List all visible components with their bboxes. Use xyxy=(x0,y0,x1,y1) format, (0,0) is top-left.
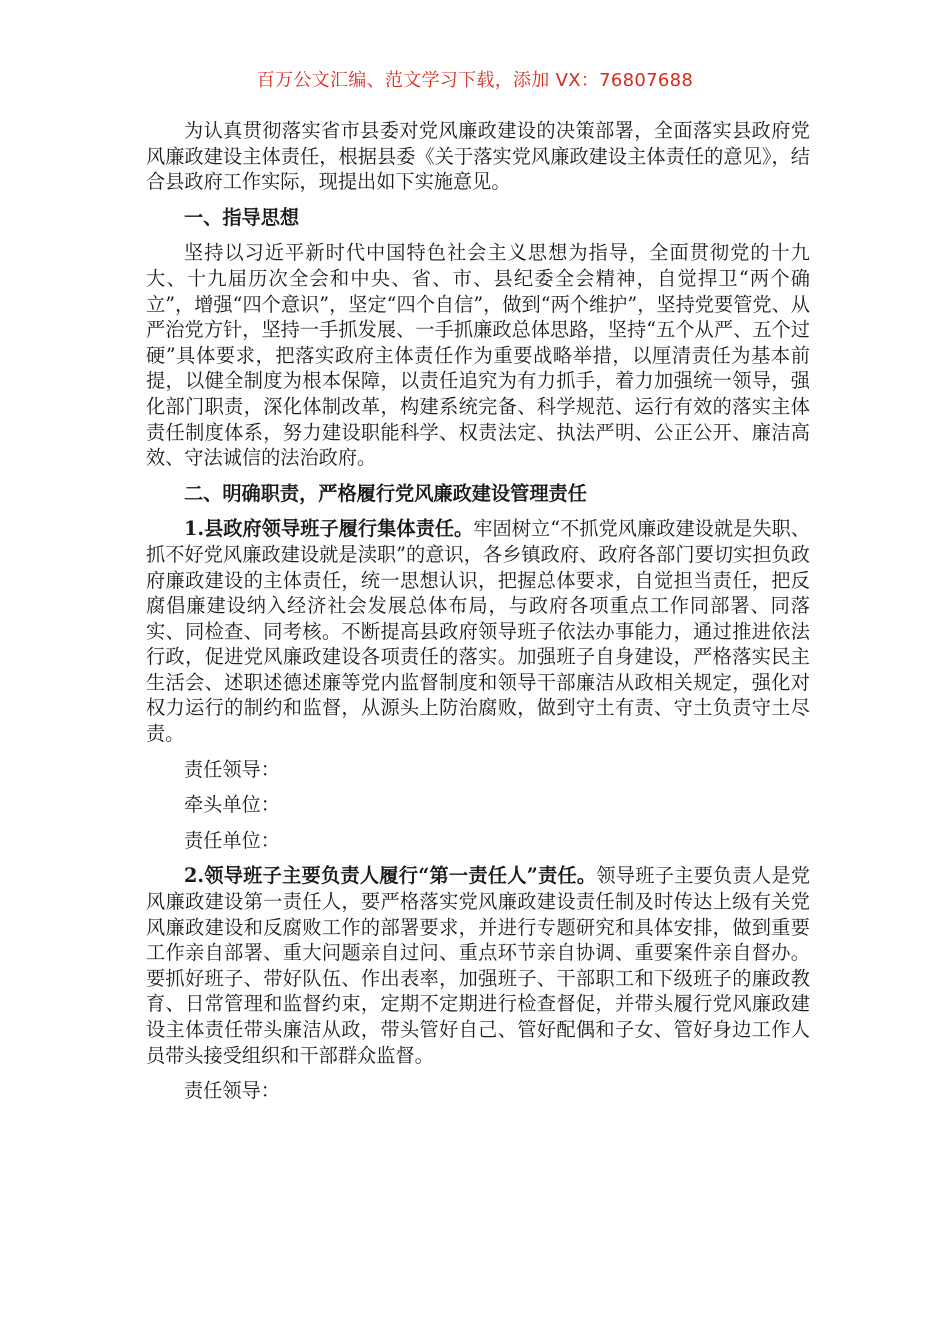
section-heading-2: 二、明确职责，严格履行党风廉政建设管理责任 xyxy=(184,481,587,505)
item-2-text: 领导班子主要负责人是党风廉政建设第一责任人，要严格落实党风廉政建设责任制及时传达上级有关党风廉政建设和反腐败工作的部署要求，并进行专题研究和具体安排，做到重要工作亲自部署、重大问题亲自过问、重点环节亲自协调、重要案件亲自督办。要抓好班子、带好队伍、作出表率，加强班子、干部职工和下级班子的廉政教育、日常管理和监督约束，定期不定期进行检查督促，并带头履行党风廉政建设主体责任带头廉洁从政，带头管好自己、管好配偶和子女、管好身边工作人员带头接受组织和干部群众监督。 xyxy=(146,864,811,1067)
responsible-leader-2: 责任领导： xyxy=(184,1079,280,1103)
document-body xyxy=(146,118,810,1114)
section-heading-1: 一、指导思想 xyxy=(184,205,300,229)
guiding-thought-paragraph: 坚持以习近平新时代中国特色社会主义思想为指导，全面贯彻党的十九大、十九届历次全会和中央、省、市、县纪委全会精神，自觉捍卫“两个确立”，增强“四个意识”，坚定“四个自信”，做到“两个维护”，坚持党要管党、从严治党方针，坚持一手抓发展、一手抓廉政总体思路，坚持“五个从严、五个过硬”具体要求，把落实政府主体责任作为重要战略举措，以厘清责任为基本前提，以健全制度为根本保障，以责任追究为有力抓手，着力加强统一领导，强化部门职责，深化体制改革，构建系统完备、科学规范、运行有效的落实主体责任制度体系，努力建设职能科学、权责法定、执法严明、公正公开、廉洁高效、守法诚信的法治政府。 xyxy=(146,241,810,470)
item-1-lead: 1.县政府领导班子履行集体责任。 xyxy=(184,517,474,541)
responsible-leader-1: 责任领导： xyxy=(184,757,280,781)
responsible-unit-1: 责任单位： xyxy=(184,828,280,852)
header-watermark-text: 百万公文汇编、范文学习下载，添加 VX：76807688 xyxy=(256,70,694,91)
intro-paragraph: 为认真贯彻落实省市县委对党风廉政建设的决策部署，全面落实县政府党风廉政建设主体责任，根据县委《关于落实党风廉政建设主体责任的意见》，结合县政府工作实际，现提出如下实施意见。 xyxy=(146,119,810,194)
item-2-lead: 2.领导班子主要负责人履行“第一责任人”责任。 xyxy=(184,864,597,888)
item-2-paragraph xyxy=(146,863,810,1068)
item-1-paragraph xyxy=(146,516,810,746)
lead-unit-1: 牵头单位： xyxy=(184,793,280,817)
item-1-text: 牢固树立“不抓党风廉政建设就是失职、抓不好党风廉政建设就是渎职”的意识，各乡镇政府、政府各部门要切实担负政府廉政建设的主体责任，统一思想认识，把握总体要求，自觉担当责任，把反腐倡廉建设纳入经济社会发展总体布局，与政府各项重点工作同部署、同落实、同检查、同考核。不断提高县政府领导班子依法办事能力，通过推进依法行政，促进党风廉政建设各项责任的落实。加强班子自身建设，严格落实民主生活会、述职述德述廉等党内监督制度和领导干部廉洁从政相关规定，强化对权力运行的制约和监督，从源头上防治腐败，做到守土有责、守土负责守土尽责。 xyxy=(146,517,811,746)
